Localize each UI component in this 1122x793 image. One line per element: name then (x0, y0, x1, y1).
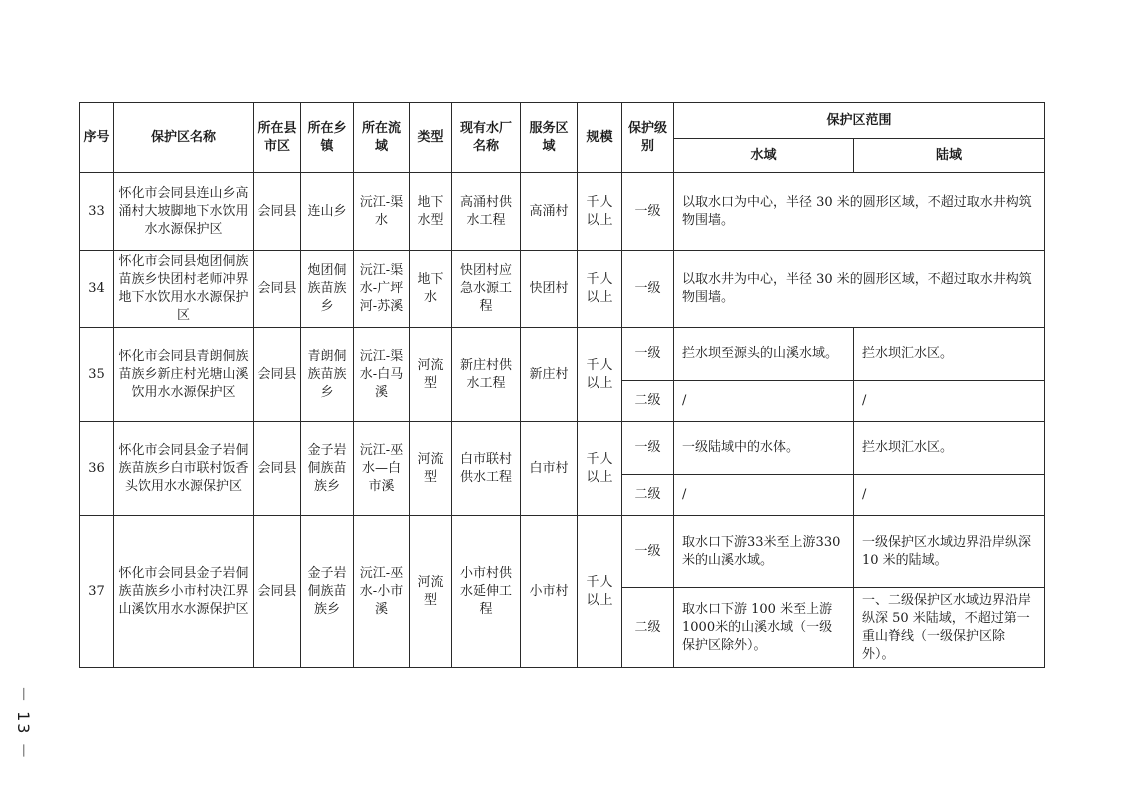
scale-cell: 千人以上 (578, 516, 622, 668)
scope-cell: 以取水口为中心，半径 30 米的圆形区域，不超过取水井构筑物围墙。 (674, 173, 1045, 251)
scale-cell: 千人以上 (578, 422, 622, 516)
land-cell: 拦水坝汇水区。 (854, 328, 1045, 381)
basin-cell: 沅江-渠水-白马溪 (354, 328, 410, 422)
header-basin: 所在流域 (354, 103, 410, 173)
county-cell: 会同县 (254, 516, 301, 668)
seq-cell: 33 (80, 173, 114, 251)
water-source-protection-table (79, 102, 1045, 668)
scope-cell: 以取水井为中心，半径 30 米的圆形区域，不超过取水井构筑物围墙。 (674, 251, 1045, 328)
header-type: 类型 (410, 103, 452, 173)
header-seq: 序号 (80, 103, 114, 173)
name-cell: 怀化市会同县炮团侗族苗族乡快团村老师冲界地下水饮用水水源保护区 (114, 251, 254, 328)
service-cell: 新庄村 (521, 328, 578, 422)
header-row (80, 103, 1045, 139)
table-row (80, 516, 1045, 588)
county-cell: 会同县 (254, 328, 301, 422)
name-cell: 怀化市会同县青朗侗族苗族乡新庄村光塘山溪饮用水水源保护区 (114, 328, 254, 422)
level-cell: 二级 (622, 381, 674, 422)
water-cell: 拦水坝至源头的山溪水域。 (674, 328, 854, 381)
header-water: 水域 (674, 139, 854, 173)
header-town: 所在乡镇 (301, 103, 354, 173)
table-row (80, 251, 1045, 328)
basin-cell: 沅江-渠水 (354, 173, 410, 251)
water-cell: 一级陆域中的水体。 (674, 422, 854, 475)
land-cell: / (854, 381, 1045, 422)
name-cell: 怀化市会同县连山乡高涌村大坡脚地下水饮用水水源保护区 (114, 173, 254, 251)
seq-cell: 34 (80, 251, 114, 328)
name-cell: 怀化市会同县金子岩侗族苗族乡小市村决江界山溪饮用水水源保护区 (114, 516, 254, 668)
plant-cell: 白市联村供水工程 (452, 422, 521, 516)
town-cell: 连山乡 (301, 173, 354, 251)
service-cell: 白市村 (521, 422, 578, 516)
table-row (80, 173, 1045, 251)
town-cell: 炮团侗族苗族乡 (301, 251, 354, 328)
header-scale: 规模 (578, 103, 622, 173)
type-cell: 地下水 (410, 251, 452, 328)
plant-cell: 小市村供水延伸工程 (452, 516, 521, 668)
type-cell: 河流型 (410, 422, 452, 516)
county-cell: 会同县 (254, 251, 301, 328)
level-cell: 一级 (622, 422, 674, 475)
plant-cell: 高涌村供水工程 (452, 173, 521, 251)
plant-cell: 新庄村供水工程 (452, 328, 521, 422)
basin-cell: 沅江-渠水-广坪河-苏溪 (354, 251, 410, 328)
scale-cell: 千人以上 (578, 328, 622, 422)
header-county: 所在县市区 (254, 103, 301, 173)
town-cell: 金子岩侗族苗族乡 (301, 422, 354, 516)
land-cell: 一级保护区水域边界沿岸纵深 10 米的陆域。 (854, 516, 1045, 588)
county-cell: 会同县 (254, 173, 301, 251)
town-cell: 金子岩侗族苗族乡 (301, 516, 354, 668)
header-plant: 现有水厂名称 (452, 103, 521, 173)
water-cell: / (674, 381, 854, 422)
type-cell: 地下水型 (410, 173, 452, 251)
table-row (80, 328, 1045, 381)
name-cell: 怀化市会同县金子岩侗族苗族乡白市联村饭香头饮用水水源保护区 (114, 422, 254, 516)
land-cell: 一、二级保护区水域边界沿岸纵深 50 米陆域，不超过第一重山脊线（一级保护区除外）。 (854, 588, 1045, 668)
header-service: 服务区域 (521, 103, 578, 173)
water-cell: / (674, 475, 854, 516)
scale-cell: 千人以上 (578, 251, 622, 328)
land-cell: / (854, 475, 1045, 516)
type-cell: 河流型 (410, 516, 452, 668)
seq-cell: 37 (80, 516, 114, 668)
town-cell: 青朗侗族苗族乡 (301, 328, 354, 422)
county-cell: 会同县 (254, 422, 301, 516)
seq-cell: 35 (80, 328, 114, 422)
level-cell: 二级 (622, 475, 674, 516)
page-number: － 13 － (14, 686, 33, 761)
water-cell: 取水口下游 100 米至上游1000米的山溪水域（一级保护区除外）。 (674, 588, 854, 668)
level-cell: 一级 (622, 173, 674, 251)
level-cell: 二级 (622, 588, 674, 668)
basin-cell: 沅江-巫水-小市溪 (354, 516, 410, 668)
header-land: 陆域 (854, 139, 1045, 173)
plant-cell: 快团村应急水源工程 (452, 251, 521, 328)
header-scope: 保护区范围 (674, 103, 1045, 139)
level-cell: 一级 (622, 251, 674, 328)
level-cell: 一级 (622, 516, 674, 588)
scale-cell: 千人以上 (578, 173, 622, 251)
level-cell: 一级 (622, 328, 674, 381)
water-cell: 取水口下游33米至上游330米的山溪水域。 (674, 516, 854, 588)
header-name: 保护区名称 (114, 103, 254, 173)
seq-cell: 36 (80, 422, 114, 516)
type-cell: 河流型 (410, 328, 452, 422)
basin-cell: 沅江-巫水—白市溪 (354, 422, 410, 516)
table-row (80, 422, 1045, 475)
service-cell: 小市村 (521, 516, 578, 668)
land-cell: 拦水坝汇水区。 (854, 422, 1045, 475)
header-level: 保护级别 (622, 103, 674, 173)
service-cell: 高涌村 (521, 173, 578, 251)
service-cell: 快团村 (521, 251, 578, 328)
